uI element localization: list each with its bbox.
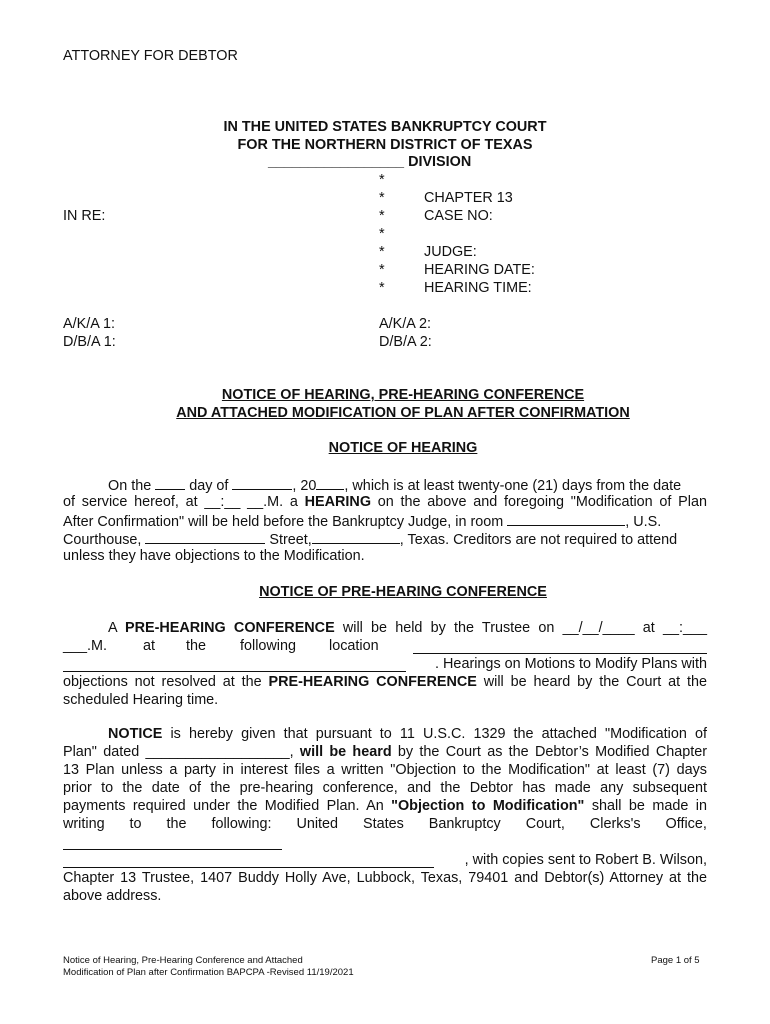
word: United bbox=[296, 816, 339, 832]
dba2-label: D/B/A 2: bbox=[379, 334, 432, 350]
notice-paragraph-line1 bbox=[108, 726, 707, 744]
notice-paragraph-line10: above address. bbox=[63, 888, 162, 904]
room-blank[interactable] bbox=[507, 512, 625, 526]
case-no-label: CASE NO: bbox=[424, 208, 493, 224]
notice-of-prehearing-heading: NOTICE OF PRE-HEARING CONFERENCE bbox=[259, 584, 547, 600]
text-run: A bbox=[108, 620, 125, 636]
prehearing-emphasis: PRE-HEARING CONFERENCE bbox=[125, 620, 335, 636]
hearing-paragraph-line1 bbox=[108, 476, 681, 496]
text-run: is hereby given that pursuant to 11 U.S.C. 1329 the attached "Modification of bbox=[162, 726, 707, 742]
text-run: by the Court as the Debtor’s Modified Chapter bbox=[391, 744, 708, 760]
prehearing-emphasis: PRE-HEARING CONFERENCE bbox=[268, 674, 477, 690]
court-name-line1: IN THE UNITED STATES BANKRUPTCY COURT bbox=[223, 119, 547, 135]
text-run: , which is at least twenty-one (21) days from the date bbox=[344, 478, 682, 494]
day-blank[interactable] bbox=[155, 476, 185, 490]
prehearing-paragraph-line4 bbox=[63, 674, 707, 692]
text-run: will be held by the Trustee on __/__/____ at __:___ bbox=[334, 620, 707, 636]
notice-paragraph-line5 bbox=[63, 798, 707, 816]
notice-emphasis: NOTICE bbox=[108, 726, 163, 742]
hearing-time-label: HEARING TIME: bbox=[424, 280, 532, 296]
plan-date-blank[interactable]: __________________ bbox=[145, 744, 290, 760]
document-title-line2: AND ATTACHED MODIFICATION OF PLAN AFTER CONFIRMATION bbox=[176, 405, 630, 421]
word: writing bbox=[63, 816, 105, 832]
text-run: payments required under the Modified Plan. An bbox=[63, 798, 392, 814]
hearing-paragraph-line4 bbox=[63, 530, 677, 550]
month-blank[interactable] bbox=[232, 476, 292, 490]
footer-line2: Modification of Plan after Confirmation BAPCPA -Revised 11/19/2021 bbox=[63, 967, 354, 978]
text-run: ___.M. bbox=[63, 638, 107, 654]
text-run: shall be made in bbox=[584, 798, 707, 814]
judge-label: JUDGE: bbox=[424, 244, 477, 260]
caption-star: * bbox=[379, 190, 385, 206]
aka1-label: A/K/A 1: bbox=[63, 316, 115, 332]
will-be-heard-emphasis: will be heard bbox=[299, 744, 392, 760]
text-run: Street, bbox=[265, 532, 312, 548]
text-run: , Texas. Creditors are not required to attend bbox=[399, 532, 678, 548]
word: the bbox=[166, 816, 187, 832]
year-blank[interactable] bbox=[316, 476, 344, 490]
notice-paragraph-line9: Chapter 13 Trustee, 1407 Buddy Holly Ave, Lubbock, Texas, 79401 and Debtor(s) Attorney at the bbox=[63, 870, 707, 886]
text-run: , bbox=[289, 744, 300, 760]
caption-star: * bbox=[379, 280, 385, 296]
caption-star: * bbox=[379, 244, 385, 260]
division-blank[interactable]: _________________ bbox=[268, 154, 405, 170]
text-run: on the above and foregoing "Modification of Plan bbox=[371, 494, 707, 510]
text-run: , with copies sent to Robert B. Wilson, bbox=[464, 852, 707, 868]
text-run: On the bbox=[108, 478, 156, 494]
word: Court, bbox=[525, 816, 565, 832]
word: States bbox=[363, 816, 404, 832]
text-run: of service hereof, at __:__ __.M. a bbox=[63, 494, 305, 510]
caption-star: * bbox=[379, 262, 385, 278]
caption-star: * bbox=[379, 172, 385, 188]
location-blank[interactable] bbox=[413, 640, 707, 654]
text-run: at bbox=[143, 638, 156, 654]
hearing-paragraph-line3 bbox=[63, 512, 661, 532]
prehearing-paragraph-line1 bbox=[108, 620, 707, 638]
court-name-line2: FOR THE NORTHERN DISTRICT OF TEXAS bbox=[237, 137, 533, 153]
hearing-paragraph-line2 bbox=[63, 494, 707, 512]
text-run: , 20 bbox=[292, 478, 317, 494]
word: Bankruptcy bbox=[428, 816, 501, 832]
document-title-line1: NOTICE OF HEARING, PRE-HEARING CONFERENCE bbox=[221, 387, 585, 403]
text-run: will be heard by the Court at the bbox=[476, 674, 708, 690]
notice-paragraph-line2 bbox=[63, 744, 707, 762]
aka2-label: A/K/A 2: bbox=[379, 316, 431, 332]
caption-star: * bbox=[379, 208, 385, 224]
text-run: location bbox=[329, 638, 379, 654]
notice-of-hearing-heading: NOTICE OF HEARING bbox=[328, 440, 478, 456]
text-run: After Confirmation" will be held before the Bankruptcy Judge, in room bbox=[63, 514, 508, 530]
word: following: bbox=[211, 816, 272, 832]
text-run: following bbox=[240, 638, 296, 654]
hearing-date-label: HEARING DATE: bbox=[424, 262, 535, 278]
objection-emphasis: "Objection to Modification" bbox=[391, 798, 585, 814]
word: Clerks's bbox=[589, 816, 641, 832]
dba1-label: D/B/A 1: bbox=[63, 334, 116, 350]
notice-paragraph-line4: prior to the date of the pre-hearing conference, and the Debtor has made any subsequent bbox=[63, 780, 707, 796]
attorney-for-debtor-label: ATTORNEY FOR DEBTOR bbox=[63, 48, 238, 64]
city-blank[interactable] bbox=[312, 530, 400, 544]
text-run: , U.S. bbox=[625, 514, 662, 530]
text-run: . Hearings on Motions to Modify Plans with bbox=[435, 656, 707, 672]
clerk-address-blank[interactable] bbox=[63, 836, 282, 850]
text-run: Plan" dated bbox=[63, 744, 146, 760]
division-line bbox=[268, 154, 471, 172]
division-label: DIVISION bbox=[408, 154, 472, 170]
hearing-paragraph-line5: unless they have objections to the Modification. bbox=[63, 548, 365, 564]
footer-line1: Notice of Hearing, Pre-Hearing Conference and Attached bbox=[63, 955, 303, 966]
courthouse-blank[interactable] bbox=[145, 530, 265, 544]
hearing-emphasis: HEARING bbox=[304, 494, 372, 510]
prehearing-paragraph-line5: scheduled Hearing time. bbox=[63, 692, 219, 708]
text-run: objections not resolved at the bbox=[63, 674, 269, 690]
word: Office, bbox=[665, 816, 707, 832]
caption-star: * bbox=[379, 226, 385, 242]
notice-paragraph-line6 bbox=[63, 816, 707, 834]
text-run: the bbox=[186, 638, 207, 654]
in-re-label: IN RE: bbox=[63, 208, 106, 224]
page-number: Page 1 of 5 bbox=[651, 955, 700, 966]
chapter-label: CHAPTER 13 bbox=[424, 190, 513, 206]
notice-paragraph-line3: 13 Plan unless a party in interest files a written "Objection to the Modification" at least (7) days bbox=[63, 762, 707, 778]
text-run: day of bbox=[185, 478, 233, 494]
clerk-address-blank-2[interactable] bbox=[63, 854, 434, 868]
location-blank-2[interactable] bbox=[63, 658, 406, 672]
text-run: Courthouse, bbox=[63, 532, 146, 548]
word: to bbox=[129, 816, 142, 832]
